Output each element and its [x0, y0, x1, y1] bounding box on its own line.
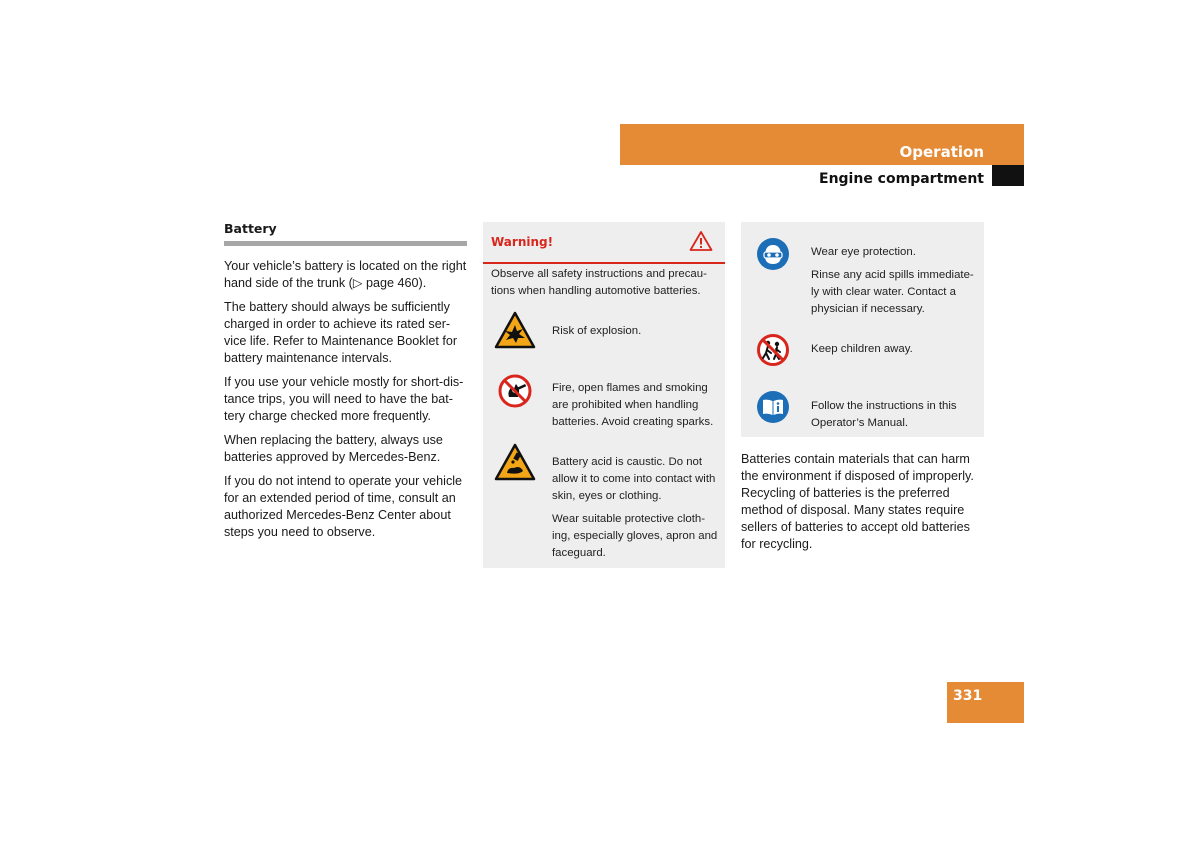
info-item-text: Wear eye protection. [811, 246, 916, 258]
keep-children-away-icon [756, 333, 790, 367]
warning-item-text: Risk of explosion. [552, 325, 642, 337]
header-marker [992, 165, 1024, 186]
warning-item-text: Fire, open flames and smoking are prohibited when handling batteries. Avoid creating sparks. [552, 382, 714, 428]
warning-label: Warning! [491, 235, 554, 249]
info-item-text: Rinse any acid spills immediate-ly with clear water. Contact a physician if necessary. [811, 269, 974, 315]
warning-header [483, 222, 725, 264]
warning-box [483, 222, 725, 568]
battery-paragraph: Your vehicle’s battery is located on the right hand side of the trunk (▷ page 460). [224, 259, 467, 290]
info-item-text: Keep children away. [811, 343, 913, 355]
section-title: Operation [899, 143, 984, 161]
battery-paragraph: When replacing the battery, always use batteries approved by Mercedes-Benz. [224, 433, 443, 464]
read-manual-icon [756, 390, 790, 424]
corrosive-warning-icon [494, 443, 536, 481]
warning-intro: Observe all safety instructions and precau-tions when handling automotive batteries. [491, 268, 707, 297]
battery-paragraph: If you do not intend to operate your vehicle for an extended period of time, consult an authorized Mercedes-Benz Center about steps you need to observe. [224, 474, 463, 539]
eye-protection-icon [756, 237, 790, 271]
warning-triangle-icon [689, 230, 713, 252]
battery-section [224, 220, 467, 541]
battery-paragraph: If you use your vehicle mostly for short-dis-tance trips, you will need to have the bat-tery charge checked more frequently. [224, 375, 464, 423]
warning-item-text: Wear suitable protective cloth-ing, especially gloves, apron and faceguard. [552, 513, 718, 559]
section-subtitle: Engine compartment [819, 171, 984, 187]
explosion-warning-icon [494, 311, 536, 349]
info-item-text: Follow the instructions in this Operator’s Manual. [811, 400, 957, 429]
recycling-paragraph: Batteries contain materials that can harm the environment if disposed of improperly. Recycling of batteries is the preferred method of disposal. Many states require sellers of batteries to accept old batteries for recycling. [741, 452, 974, 551]
warning-item-text: Battery acid is caustic. Do not allow it to come into contact with skin, eyes or clothing. [552, 456, 716, 502]
battery-paragraph: The battery should always be sufficiently charged in order to achieve its rated ser-vice life. Refer to Maintenance Booklet for battery maintenance intervals. [224, 300, 458, 365]
info-box [741, 222, 984, 437]
battery-heading: Battery [224, 220, 467, 246]
page-number: 331 [953, 688, 983, 704]
no-flames-icon [497, 373, 533, 409]
